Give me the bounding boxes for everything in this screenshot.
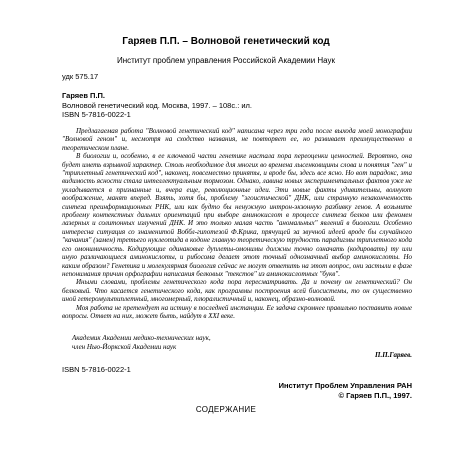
imprint-block bbox=[279, 381, 412, 400]
page-title: Гаряев П.П. – Волновой генетический код bbox=[122, 36, 330, 47]
abstract-paragraph: В биологии и, особенно, в ее ключевой части генетике настала пора переоценки ценностей. Вероятно, она будет иметь взрывной характер. Столь необходимое для многих во времена лысенковщины слова и понятия "ген" и "триплетный генетический код", наконец, повсеместно приняты, и вроде бы, здесь все ясно. Но вот парадокс, эта видимость ясности стала интеллектуальным тормозом. Однако, лавина новых экспериментальных фактов уже не укладывается в признанные и, вчера еще, революционные идеи. Эти новые факты удивительны, волнуют воображение, манят вперед. Взять, хотя бы, проблему "эгоистической" ДНК, или странную незаконченность синтеза преинформационных РНК, или как будто бы ненужную интрон-экзонную разбивку генов. А возьмите проблему контекстных дальних ориентаций при выборе аминокислот в процессе синтеза белков или феномен лазерных и солитонных излучений ДНК. И это только малая часть "аномальных" явлений в биологии. Особенно интересна ситуация со знаменитой Воббл-гипотезой Ф.Крика, прячущей за звучной идеей вроде бы случайного "качания" (замен) третьего нуклеотида в кодоне главную теоретическую трудность парадигмы триплетного кода его омонимичность. Кодирующие одинаковые дуплеты-омонимы должны точно означать (кодировать) ту или иную различающиеся аминокислоты, и рибосома делает этот точный однозначный выбор аминокислоты. Но каким образом? Генетика и молекулярная биология сейчас не могут ответить на этот вопрос, они застыли в фазе непонимания причин орфографии написания белковых "текстов" из аминокислотных "букв". bbox=[62, 152, 412, 278]
credential-line: Академик Академии медико-технических наук, bbox=[72, 334, 211, 342]
biblio-description: Волновой генетический код. Москва, 1997. – 108с.: ил. bbox=[62, 100, 253, 110]
abstract-paragraph: Предлагаемая работа "Волновой генетический код" написана через три года после выхода моей монографии "Волновой геном" и, несмотря на сходство названия, не повторяет ее, но развивает преимущественно в теоретическом плане. bbox=[62, 127, 412, 152]
toc-heading: СОДЕРЖАНИЕ bbox=[195, 405, 257, 414]
imprint-publisher: Институт Проблем Управления РАН bbox=[278, 381, 412, 390]
author-signature: П.П.Гаряев. bbox=[375, 351, 412, 359]
institute-name: Институт проблем управления Российской Академии Наук bbox=[116, 56, 336, 65]
credential-line: член Нью-Йоркской Академии наук bbox=[72, 342, 177, 351]
author-credentials bbox=[72, 334, 211, 351]
udk-code: удк 575.17 bbox=[62, 72, 99, 81]
abstract-paragraph: Моя работа не претендует на истину в последней инстанции. Ее задача скромнее правильно поставить новые вопросы. Ответ на них, может быть, найдут в XXI веке. bbox=[62, 303, 412, 320]
bibliographic-block bbox=[62, 91, 252, 120]
biblio-isbn: ISBN 5-7816-0022-1 bbox=[62, 110, 131, 119]
biblio-author: Гаряев П.П. bbox=[62, 91, 105, 100]
abstract-text bbox=[62, 127, 412, 320]
imprint-copyright: © Гаряев П.П., 1997. bbox=[338, 390, 412, 400]
abstract-paragraph: Иными словами, проблемы генетического кода пора пересматривать. Да и почему он генетический? Он белковый. Что касается генетического кода, как программы построения всей биосистемы, то он существенно иной гетеромультиплетный, многомерный, плюралистичный и, наконец, образно-волновой. bbox=[62, 278, 412, 304]
footer-isbn: ISBN 5-7816-0022-1 bbox=[62, 365, 131, 374]
